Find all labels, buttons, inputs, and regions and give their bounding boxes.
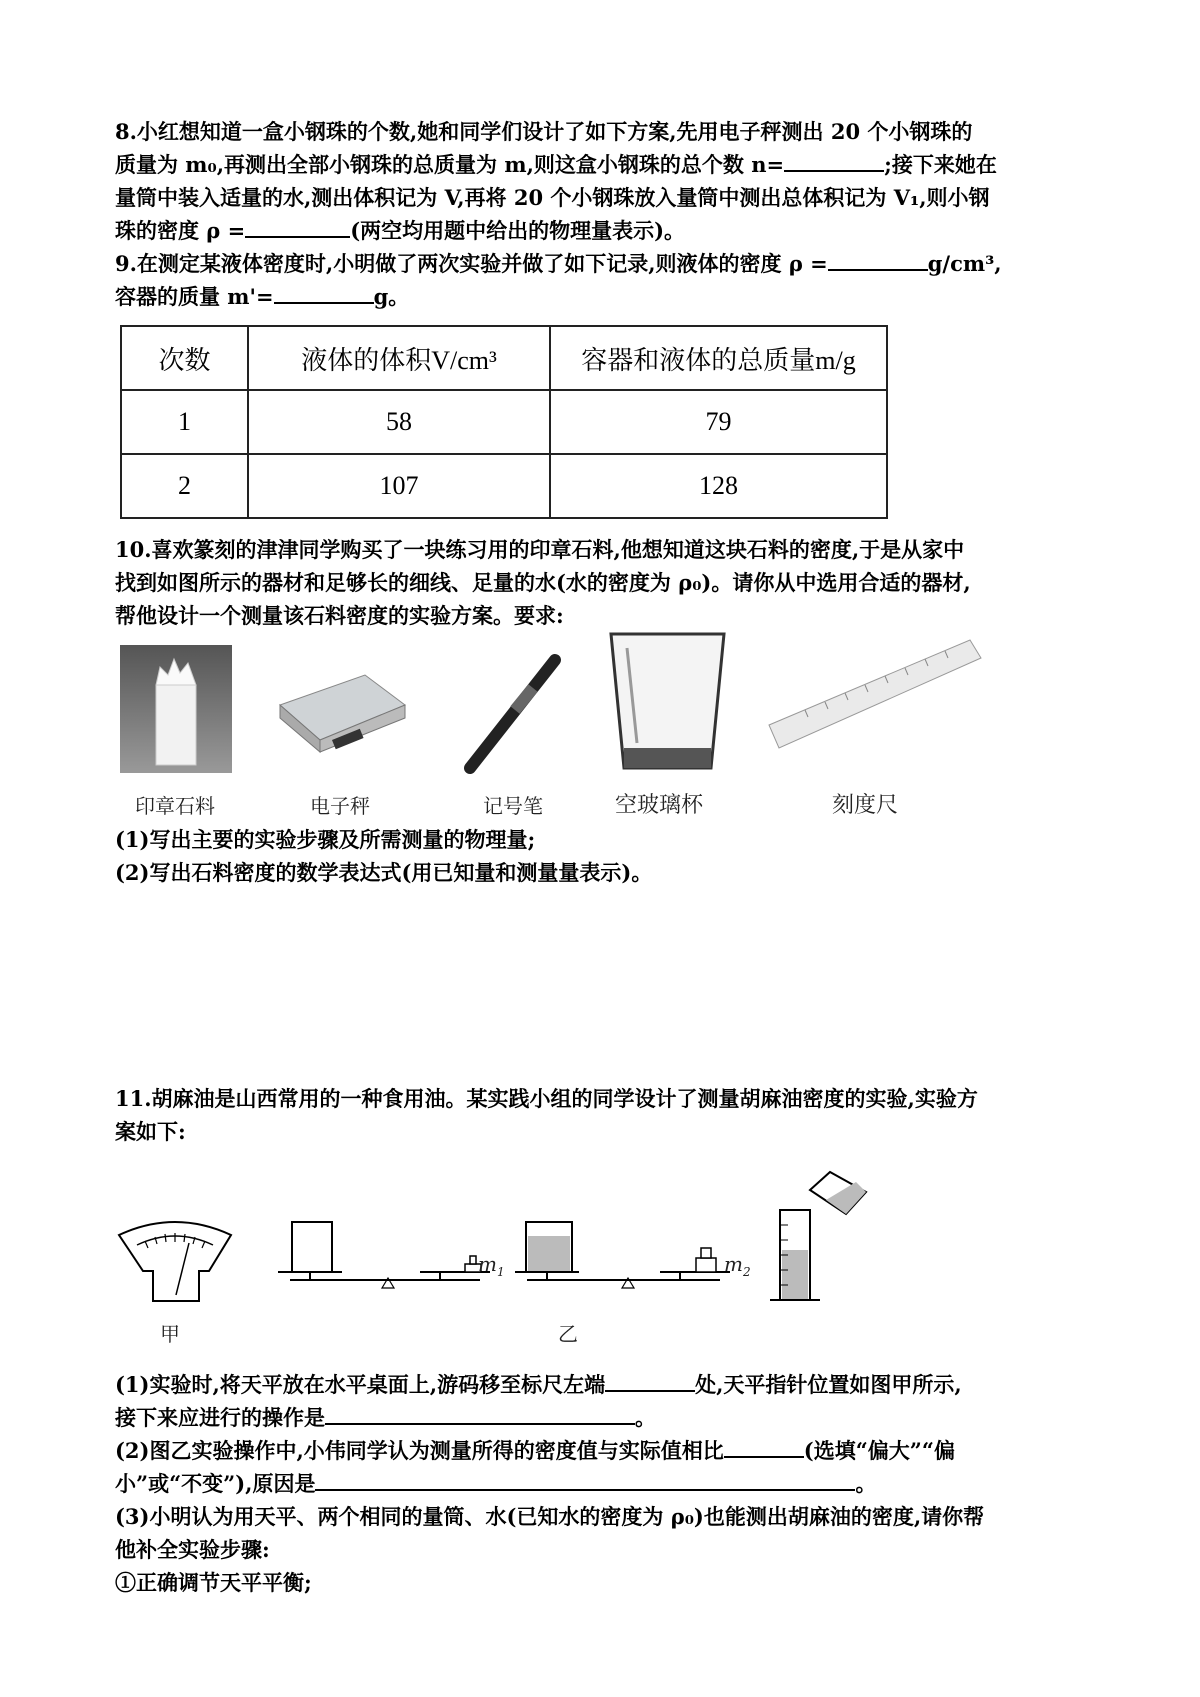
table-header-count: 次数 (121, 326, 248, 390)
q11-s2-line2 (115, 1467, 1100, 1500)
figure-label-jia: 甲 (160, 1322, 180, 1346)
table-cell: 58 (248, 390, 550, 454)
q11-s1-end: 。 (635, 1405, 656, 1430)
q8-line4 (115, 214, 1100, 247)
balance-experiment-figure (270, 1170, 870, 1315)
answer-blank-position[interactable] (605, 1368, 695, 1392)
q8-line4-tail: (两空均用题中给出的物理量表示)。 (350, 218, 686, 243)
table-row (121, 390, 887, 454)
q11-s1-tail: 处,天平指针位置如图甲所示, (695, 1372, 962, 1397)
q11-s2-end: 。 (855, 1471, 877, 1496)
q11-s1-text2: 接下来应进行的操作是 (115, 1405, 325, 1430)
q11-s3-line3: ①正确调节天平平衡; (115, 1570, 312, 1595)
marker-pen-photo (455, 650, 565, 775)
q11-s3-line1: (3)小明认为用天平、两个相同的量筒、水(已知水的密度为 ρ₀)也能测出胡麻油的密度,请你帮 (115, 1504, 985, 1529)
q11-s2-tail: (选填“偏大”“偏 (803, 1438, 955, 1463)
answer-blank-operation[interactable] (325, 1401, 635, 1425)
table-header-row (121, 326, 887, 390)
q9-line2-text: 容器的质量 m'= (115, 284, 274, 309)
q9-line1-unit: g/cm³, (927, 251, 1002, 276)
caption-electronic-scale: 电子秤 (310, 794, 370, 818)
q8-line3: 量筒中装入适量的水,测出体积记为 V,再将 20 个小钢珠放入量筒中测出总体积记为 V₁,则小钢 (115, 185, 990, 210)
data-table (120, 325, 888, 519)
mass-label-m1-sub: 1 (496, 1265, 505, 1279)
glass-cup-photo (605, 628, 730, 778)
seal-stone-photo (120, 645, 232, 773)
caption-marker-pen: 记号笔 (483, 794, 543, 818)
answer-blank-density[interactable] (828, 247, 928, 271)
answer-blank-comparison[interactable] (724, 1434, 804, 1458)
caption-glass-cup: 空玻璃杯 (615, 793, 704, 818)
q9-line1-text: 9.在测定某液体密度时,小明做了两次实验并做了如下记录,则液体的密度 ρ = (115, 251, 828, 276)
q11-s2-text: (2)图乙实验操作中,小伟同学认为测量所得的密度值与实际值相比 (115, 1438, 724, 1463)
q10-requirement-1: (1)写出主要的实验步骤及所需测量的物理量; (115, 827, 536, 852)
mass-label-m1 (478, 1252, 505, 1279)
q8-line1: 8.小红想知道一盒小钢珠的个数,她和同学们设计了如下方案,先用电子秤测出 20 个小钢珠的 (115, 119, 973, 144)
mass-label-m1-text: m (478, 1252, 497, 1276)
mass-label-m2 (724, 1252, 751, 1279)
q9-line1 (115, 247, 1100, 280)
answer-blank-n[interactable] (784, 148, 884, 172)
ruler-photo (765, 630, 985, 760)
table-header-mass: 容器和液体的总质量m/g (550, 326, 887, 390)
q11-s1-line2 (115, 1401, 1100, 1434)
answer-blank-rho[interactable] (245, 214, 350, 238)
table-cell: 1 (121, 390, 248, 454)
mass-label-m2-sub: 2 (742, 1265, 751, 1279)
figure-label-yi: 乙 (558, 1322, 578, 1346)
table-cell: 79 (550, 390, 887, 454)
answer-blank-reason[interactable] (315, 1467, 855, 1491)
q10-line3: 帮他设计一个测量该石料密度的实验方案。要求: (115, 603, 564, 628)
electronic-scale-photo (270, 660, 410, 760)
q8-line2 (115, 148, 1100, 181)
q10-line1: 10.喜欢篆刻的津津同学购买了一块练习用的印章石料,他想知道这块石料的密度,于是从家中 (115, 537, 965, 562)
q10-requirement-2: (2)写出石料密度的数学表达式(用已知量和测量量表示)。 (115, 860, 653, 885)
q11-s2-line1 (115, 1434, 1100, 1467)
q11-s1-text: (1)实验时,将天平放在水平桌面上,游码移至标尺左端 (115, 1372, 606, 1397)
q8-line2-text: 质量为 m₀,再测出全部小钢珠的总质量为 m,则这盒小钢珠的总个数 n= (115, 152, 785, 177)
q8-line4-text: 珠的密度 ρ = (115, 218, 246, 243)
mass-label-m2-text: m (724, 1252, 743, 1276)
caption-ruler: 刻度尺 (832, 793, 899, 818)
q11-line1: 11.胡麻油是山西常用的一种食用油。某实践小组的同学设计了测量胡麻油密度的实验,实验方 (115, 1086, 978, 1111)
q9-line2 (115, 280, 1100, 313)
table-cell: 128 (550, 454, 887, 518)
table-cell: 107 (248, 454, 550, 518)
table-row (121, 454, 887, 518)
q11-s2-text2: 小”或“不变”),原因是 (115, 1471, 316, 1496)
q9-line2-unit: g。 (373, 284, 410, 309)
q11-s3-line2: 他补全实验步骤: (115, 1537, 270, 1562)
balance-pointer-figure (115, 1215, 235, 1310)
table-header-volume: 液体的体积V/cm³ (248, 326, 550, 390)
q8-line2-tail: ;接下来她在 (884, 152, 997, 177)
q10-line2: 找到如图所示的器材和足够长的细线、足量的水(水的密度为 ρ₀)。请你从中选用合适的器材, (115, 570, 971, 595)
table-cell: 2 (121, 454, 248, 518)
q11-s1-line1 (115, 1368, 1100, 1401)
answer-blank-container-mass[interactable] (274, 280, 374, 304)
caption-seal-stone: 印章石料 (135, 794, 215, 818)
q11-line2: 案如下: (115, 1119, 186, 1144)
